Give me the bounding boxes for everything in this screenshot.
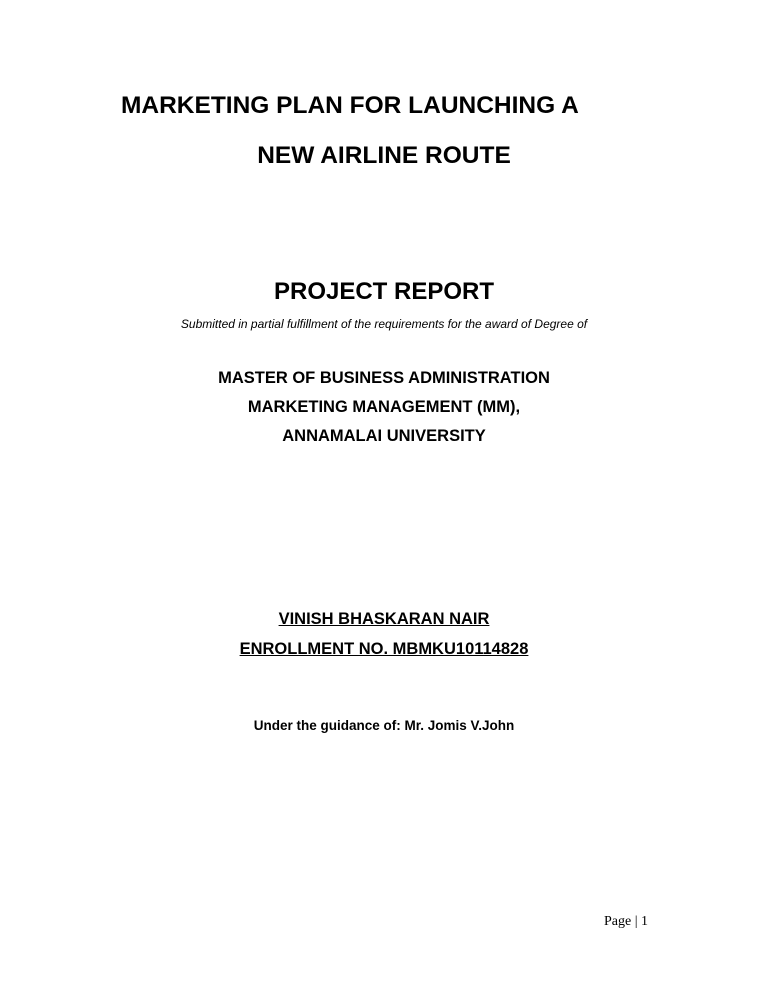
university-name: ANNAMALAI UNIVERSITY <box>282 427 486 445</box>
project-report-heading: PROJECT REPORT <box>273 278 495 305</box>
degree-specialization: MARKETING MANAGEMENT (MM), <box>247 398 521 416</box>
author-name: VINISH BHASKARAN NAIR <box>278 610 490 628</box>
page-number: Page | 1 <box>604 914 649 929</box>
report-title-line-2: NEW AIRLINE ROUTE <box>257 142 511 169</box>
degree-name: MASTER OF BUSINESS ADMINISTRATION <box>218 369 550 387</box>
enrollment-number: ENROLLMENT NO. MBMKU10114828 <box>239 640 529 658</box>
report-title-line-1: MARKETING PLAN FOR LAUNCHING A <box>121 92 579 119</box>
submission-note: Submitted in partial fulfillment of the requirements for the award of Degree of <box>180 317 588 331</box>
guidance-line: Under the guidance of: Mr. Jomis V.John <box>253 718 515 733</box>
